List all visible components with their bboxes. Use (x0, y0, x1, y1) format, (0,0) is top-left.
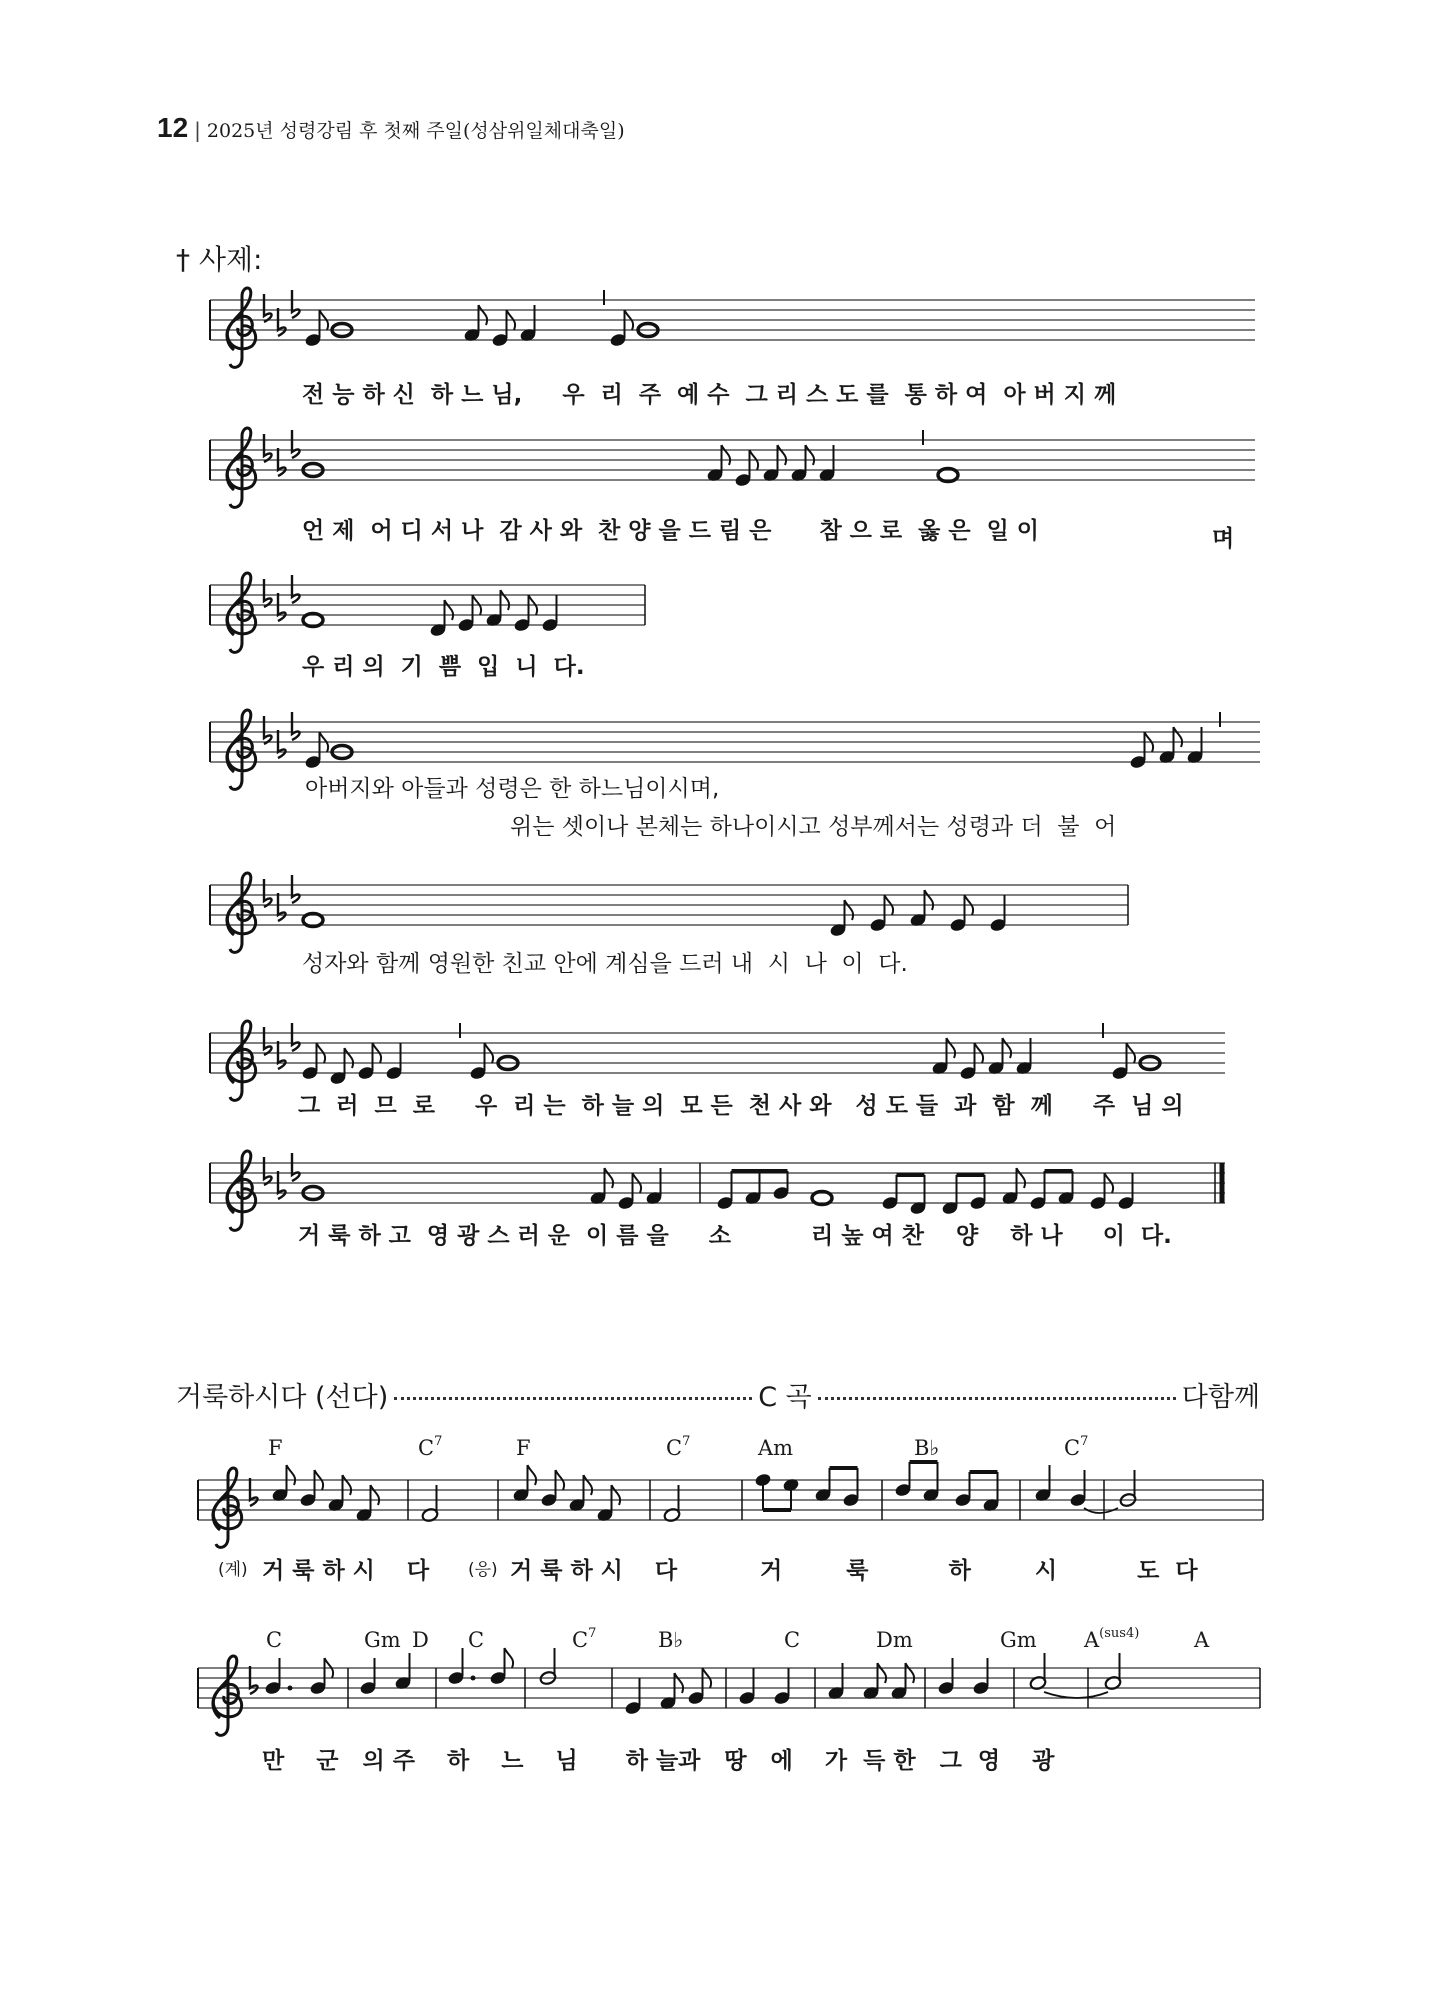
chord: D (412, 1628, 429, 1652)
dot-leader (818, 1397, 1176, 1400)
chord: $C^7$ (418, 1434, 443, 1460)
hymn-lyric-part-label: (응) (468, 1560, 498, 1580)
chord: Dm (876, 1628, 913, 1652)
chant-lyric-4a: 아버지와 아들과 성령은 한 하느님이시며, (305, 776, 720, 802)
dot-leader (394, 1397, 752, 1400)
chord: B♭ (914, 1436, 940, 1460)
chord: F (268, 1436, 283, 1460)
chant-lyric-6: 그 러 므 로 우 리 는 하 늘 의 모 든 천 사 와 성 도 들 과 함 께 주 님 의 (298, 1093, 1184, 1119)
chant-lyric-3: 우 리 의 기 쁨 입 니 다. (302, 654, 585, 680)
chord: C (266, 1628, 283, 1652)
chord: Am (758, 1436, 794, 1460)
chant-lyric-7: 거 룩 하 고 영 광 스 러 운 이 름 을 소 리 높 여 찬 양 하 나 이 다. (298, 1223, 1172, 1249)
hymn-staff-1 (198, 1462, 1263, 1547)
chant-lyric-4b: 위는 셋이나 본체는 하나이시고 성부께서는 성령과 더 불 어 (510, 814, 1117, 840)
hymn-lyric-1c: 거 룩 하 시 도 다 (760, 1558, 1198, 1584)
hymn-lyric-1b: 거 룩 하 시 다 (510, 1558, 678, 1584)
staff-2 (210, 428, 1255, 507)
chant-lyric-5: 성자와 함께 영원한 친교 안에 계심을 드러 내 시 나 이 다. (302, 951, 908, 977)
hymn-performer: 다함께 (1181, 1381, 1261, 1413)
header-separator: | (194, 118, 201, 142)
hymn-composer: C 곡 (758, 1381, 812, 1413)
page-number: 12 (157, 112, 189, 143)
staff-3 (210, 573, 645, 652)
chant-lyric-1: 전 능 하 신 하 느 님, 우 리 주 예 수 그 리 스 도 를 통 하 여 아 버 지 께 (302, 382, 1117, 408)
chord: F (516, 1436, 531, 1460)
chord: Gm (1000, 1628, 1037, 1652)
hymn-lyric-1a: 거 룩 하 시 다 (262, 1558, 430, 1584)
chord: B♭ (658, 1628, 684, 1652)
chant-lyric-2-tail: 며 (1212, 526, 1235, 552)
chord: $C^7$ (1064, 1434, 1089, 1460)
chord: C (468, 1628, 485, 1652)
hymn-lyric-2: 만 군 의 주 하 느 님 하 늘과 땅 에 가 득 한 그 영 광 (262, 1748, 1055, 1774)
hymn-staff-2 (198, 1648, 1260, 1735)
chord: $C^7$ (666, 1434, 691, 1460)
staff-1 (210, 288, 1255, 367)
staff-5 (210, 873, 1128, 952)
hymn-lyric-part-label: (계) (218, 1560, 248, 1580)
chord: A (1194, 1628, 1210, 1652)
chord: $A^{(sus4)}$ (1084, 1626, 1140, 1652)
celebrant-label: † 사제: (176, 243, 263, 276)
hymn-section-header (176, 1374, 1260, 1414)
chant-lyric-2: 언 제 어 디 서 나 감 사 와 찬 양 을 드 림 은 참 으 로 옳 은 일 이 (302, 518, 1040, 544)
chord: C (784, 1628, 801, 1652)
chord: Gm (364, 1628, 401, 1652)
header-title: 2025년 성령강림 후 첫째 주일(성삼위일체대축일) (206, 120, 625, 142)
chord: $C^7$ (572, 1626, 597, 1652)
hymn-title: 거룩하시다 (선다) (176, 1381, 389, 1413)
